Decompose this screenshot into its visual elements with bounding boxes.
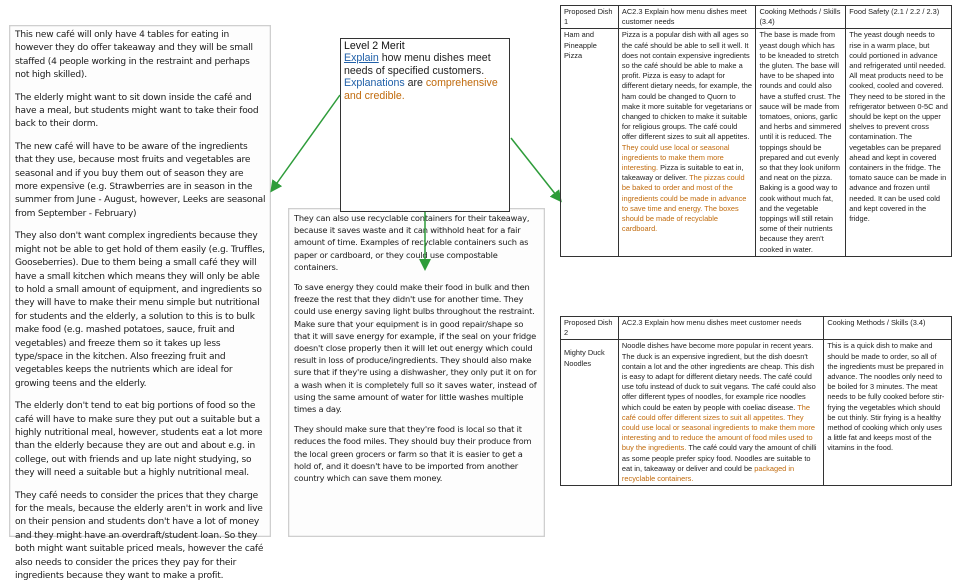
- page-1-paragraph: The new café will have to be aware of the ingredients that they use, because most fruits and vegetables are seasonal and if you buy them out of season they are more expensive (e.g. Strawberries are in season in the summer from June - August, however, Leeks are seasonal from September - February): [15, 141, 266, 219]
- needs-highlight: The pizzas could be baked to order and most of the ingredients could be made in advance to save time and energy. The boxes should be made of recyclable cardboard.: [621, 173, 747, 234]
- table-1-header-row: [561, 6, 952, 29]
- page-1-paragraph: The elderly might want to sit down inside the café and have a meal, but students might want to take their food back to their dorm.: [15, 92, 259, 130]
- callout-text-2: are: [404, 77, 426, 90]
- dish-2-name: Mighty Duck Noodles: [561, 340, 619, 486]
- table-2-body-row: [561, 340, 952, 486]
- dish-2-cooking: This is a quick dish to make and should be made to order, so all of the ingredients must be prepared in advance. The noodles only need to be boiled for 3 minutes. The meat needs to be fully cooked before stir-frying the vegetables which should be cut thinly. Stir frying is a healthy method of cooking which only uses a little fat and keeps most of the vitamins in the food.: [824, 340, 952, 486]
- proposed-dish-1-header: Proposed Dish 1: [561, 6, 619, 29]
- callout-explanations: Explanations: [344, 77, 405, 90]
- dish-1-cooking: The base is made from yeast dough which has to be kneaded to stretch the gluten. The base will have to be shaped into rounds and could also have a stuffed crust. The sauce will be made from tomatoes, onions, garlic and herbs and simmered until it is reduced. The toppings should be prepared and cut evenly so that they look uniform and neat on the pizza. Baking is a good way to cook without much fat, and the vegetable toppings will still retain some of their nutrients because they aren't cooked in water.: [756, 29, 846, 256]
- needs-highlight: They could use local or seasonal ingredients to make them more interesting.: [621, 142, 730, 173]
- cooking-methods-header: Cooking Methods / Skills (3.4): [756, 6, 846, 29]
- food-safety-header: Food Safety (2.1 / 2.2 / 2.3): [846, 6, 952, 29]
- needs-text: Noodle dishes have become more popular in recent years. The duck is an expensive ingredient, but the dish doesn't contain a lot and the other ingredients are cheap. This dish is easy to adapt for different dietary needs. The café could use tofu instead of duck to suit vegans. The café could also offer different types of noodles, for example rice noodles which could be eaten by people with coeliac disease.: [621, 341, 816, 412]
- callout-title: Level 2 Merit: [344, 40, 405, 52]
- page-1-paragraph: They café needs to consider the prices that they charge for the meals, because the elderly aren't in work and live on their pension and students don't have a lot of money and they might have an overdraft/student loan. So they both might want suitable priced meals, however the café also needs to consider the prices they pay for their ingredients because they want to make a profit.: [15, 490, 264, 582]
- arrow-to-table: [511, 138, 560, 200]
- proposed-dish-2-header: Proposed Dish 2: [561, 317, 619, 340]
- callout-comprehensive: comprehensive and credible.: [344, 77, 498, 102]
- page-2-paragraph: They can also use recyclable containers for their takeaway, because it saves waste and it can withhold heat for a fair amount of time. Examples of recyclable containers such as paper or cardboard, or they could use compostable containers.: [294, 213, 530, 272]
- table-1-body-row: [561, 29, 952, 256]
- needs-text: Pizza is suitable to eat in, takeaway or deliver.: [621, 163, 744, 183]
- dish-1-safety: The yeast dough needs to rise in a warm place, but could portioned in advance and refrigerated until needed. All meat products need to be cooked, cooled and covered. They need to be stored in the refrigerator between 0-5C and should be kept on the upper shelves to prevent cross contamination. The vegetables can be prepared ahead and kept in covered containers in the fridge. The tomato sauce can be made in advance and frozen until needed. It can be used cold and kept covered in the fridge.: [846, 29, 952, 256]
- dish-1-table: [560, 5, 952, 257]
- dish-2-needs: [618, 340, 823, 486]
- page-1-paragraph: The elderly don't tend to eat big portions of food so the café will have to make sure they put out a suitable but a highly nutritional meal, however, students eat a lot more than the elderly because they are out and about e.g. in college, out with friends and up late night studying, so they will need a suitable but a highly nutritional meal.: [15, 401, 263, 479]
- needs-highlight: The café could offer different sizes to suit all appetites. They could use local or seasonal ingredients to make them more interesting and to reduce the amount of food miles used to buy the ingredients.: [621, 402, 816, 453]
- dish-2-table: [560, 316, 952, 486]
- dish-1-needs: [618, 29, 756, 256]
- arrow-to-page-1: [272, 95, 340, 190]
- callout-explain-link: Explain: [344, 52, 379, 65]
- needs-text: The café could vary the amount of chilli as some people prefer spicy food. Noodles are suitable to eat in, takeaway or deliver and could be: [621, 443, 817, 473]
- callout-text: how menu dishes meet needs of specified customers.: [344, 52, 491, 77]
- cooking-methods-header: Cooking Methods / Skills (3.4): [824, 317, 952, 340]
- needs-header: AC2.3 Explain how menu dishes meet customer needs: [618, 6, 756, 29]
- page-2-paragraph: To save energy they could make their food in bulk and then freeze the rest that they didn't use for another time. They could use energy saving light bulbs throughout the restraint. Make sure that your equipment is in good repair/shape so that it will save energy for example, if the seal on your fridge doesn't close properly then it will let out energy which could result in loss of produce/ingredients. They should also make sure that if they're using a dishwasher, they only put it on for a wash when it is completely full so it saves water, instead of using the same amount of water for little washes multiple times a day.: [294, 282, 537, 415]
- dish-1-name: Ham and Pineapple Pizza: [561, 29, 619, 256]
- page-1-paragraph: They also don't want complex ingredients because they might not be able to get hold of them easily (e.g. Truffles, Gooseberries). Due to them being a small café they will have a small kitchen which means they will only be able to hold a small amount of equipment, and ingredients so they will have to make their menu simple but nutritional for students and the elderly, a solution to this is to bulk make food (e.g. mashed potatoes, sauce, fruit and vegetables) and freeze them so it takes up less type/space in the kitchen. Also freezing fruit and vegetables keeps the nutrients which are ideal for growing teens and the elderly.: [15, 231, 265, 389]
- needs-text: Pizza is a popular dish with all ages so the café should be able to sell it well. It does not contain expensive ingredients so the café should be able to make a profit. Pizza is easy to adapt for different dietary needs, for example, the ham could be changed to Quorn to make it more suitable for vegetarians or changed to chicken to make it suitable for religious groups. The café could offer different sizes to suit all appetites.: [621, 30, 753, 142]
- needs-highlight: packaged in recyclable containers.: [621, 463, 795, 484]
- page-2-paragraph: They should make sure that they're food is local so that it reduces the food miles. They should buy their produce from the local green grocers or farm so that it is easier to get a hold of, and it doesn't have to be imported from another country which can save them money.: [294, 424, 532, 484]
- table-2-header-row: [561, 317, 952, 340]
- page-1-paragraph: This new café will only have 4 tables for eating in however they do offer takeaway and they will be small staffed (4 people working in the restraint and perhaps not high skilled).: [15, 30, 253, 81]
- needs-header: AC2.3 Explain how menu dishes meet customer needs: [618, 317, 823, 340]
